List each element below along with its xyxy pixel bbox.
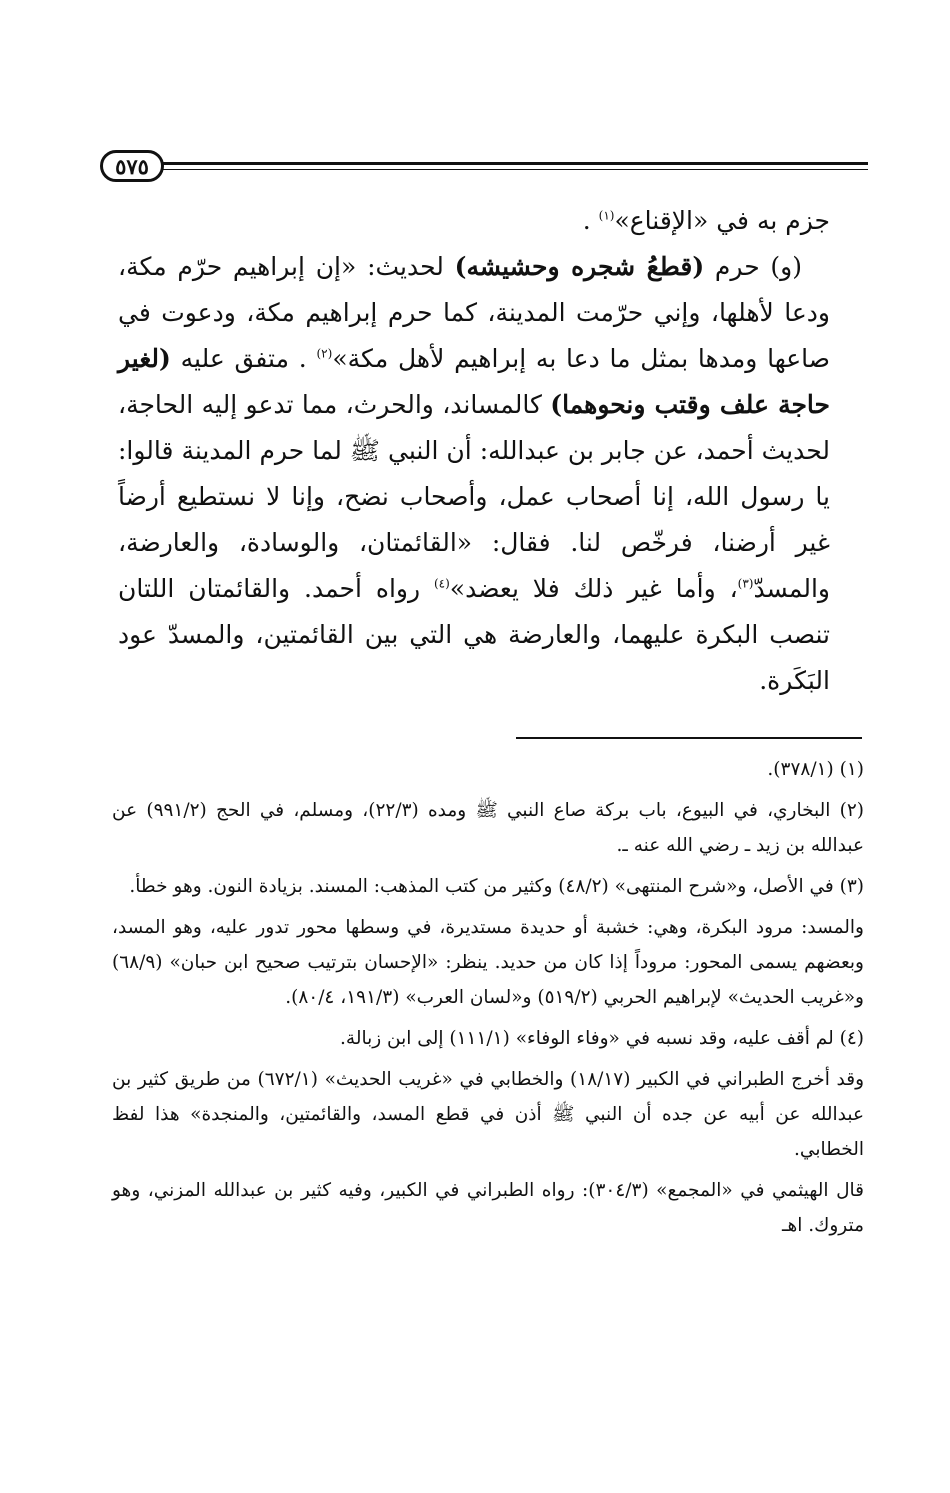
- footnote-ref-1: (١): [598, 208, 615, 223]
- footnote-separator: [516, 737, 862, 739]
- footnote-4-continued: وقد أخرج الطبراني في الكبير (١٨/١٧) والخطابي في «غريب الحديث» (٦٧٢/١) من طريق كثير بن عبدالله عن أبيه عن جده أن النبي ﷺ أذن في قطع المسد، والقائمتين، والمنجدة» هذا لفظ الخطابي.: [112, 1069, 864, 1160]
- page-number-badge: [100, 150, 164, 182]
- paragraph-2-text-5: ، وأما غير ذلك فلا يعضد»: [449, 574, 738, 603]
- footnote-ref-2: (٢): [316, 346, 333, 361]
- footnote-4-quote: قال الهيثمي في «المجمع» (٣٠٤/٣): رواه الطبراني في الكبير، وفيه كثير بن عبدالله المزني، وهو متروك. اهـ: [112, 1180, 864, 1236]
- paragraph-2-text-1: (و) حرم: [704, 252, 803, 281]
- page-number: ٥٧٥: [115, 153, 149, 179]
- paragraph-2: [118, 244, 830, 704]
- paragraph-1-text: جزم به في «الإقناع»: [614, 206, 830, 235]
- header-rule: [150, 162, 868, 170]
- footnote-ref-3: (٣): [737, 576, 754, 591]
- paragraph-2-text-6: رواه أحمد. والقائمتان اللتان تنصب البكرة عليهما، والعارضة هي التي بين القائمتين، والمسدّ عود البَكَرة.: [118, 574, 830, 695]
- footnotes: [112, 752, 864, 1249]
- footnote-2: (٢) البخاري، في البيوع، باب بركة صاع النبي ﷺ ومده (٢٢/٣)، ومسلم، في الحج (٩٩١/٢) عن عبدالله بن زيد ـ رضي الله عنه ـ.: [112, 800, 864, 856]
- matn-bold-2: (لغير حاجة علف وقتب ونحوهما): [118, 344, 830, 419]
- footnote-1: (١) (٣٧٨/١).: [767, 759, 864, 780]
- matn-bold-1: (قطعُ شجره وحشيشه): [454, 252, 705, 281]
- paragraph-2-text-3: . متفق عليه: [170, 344, 317, 373]
- footnote-ref-4: (٤): [433, 576, 450, 591]
- paragraph-1-end: .: [582, 206, 599, 235]
- footnote-3: (٣) في الأصل، و«شرح المنتهى» (٤٨/٢) وكثير من كتب المذهب: المسند. بزيادة النون. وهو خطأ.: [129, 876, 864, 897]
- paragraph-1: [118, 198, 830, 244]
- footnote-4: (٤) لم أقف عليه، وقد نسبه في «وفاء الوفاء» (١١١/١) إلى ابن زبالة.: [340, 1028, 864, 1049]
- paragraph-2-text-4: كالمساند، والحرث، مما تدعو إليه الحاجة، لحديث أحمد، عن جابر بن عبدالله: أن النبي ﷺ لما حرم المدينة قالوا: يا رسول الله، إنا أصحاب عمل، وأصحاب نضح، وإنا لا نستطيع أرضاً غير أرضنا، فرخّص لنا. فقال: «القائمتان، والوسادة، والعارضة، والمسدّ: [118, 390, 830, 603]
- main-text: [118, 198, 830, 704]
- paragraph-2-text-2: لحديث: «إن إبراهيم حرّم مكة، ودعا لأهلها، وإني حرّمت المدينة، كما حرم إبراهيم مكة، ودعوت في صاعها ومدها بمثل ما دعا به إبراهيم لأهل مكة»: [118, 252, 830, 373]
- footnote-3-continued: والمسد: مرود البكرة، وهي: خشبة أو حديدة مستديرة، في وسطها محور تدور عليه، وهو المسد، وبعضهم يسمى المحور: مروداً إذا كان من حديد. ينظر: «الإحسان بترتيب صحيح ابن حبان» (٦٨/٩) و«غريب الحديث» لإبراهيم الحربي (٥١٩/٢) و«لسان العرب» (١٩١/٣، ٨٠/٤).: [112, 917, 864, 1008]
